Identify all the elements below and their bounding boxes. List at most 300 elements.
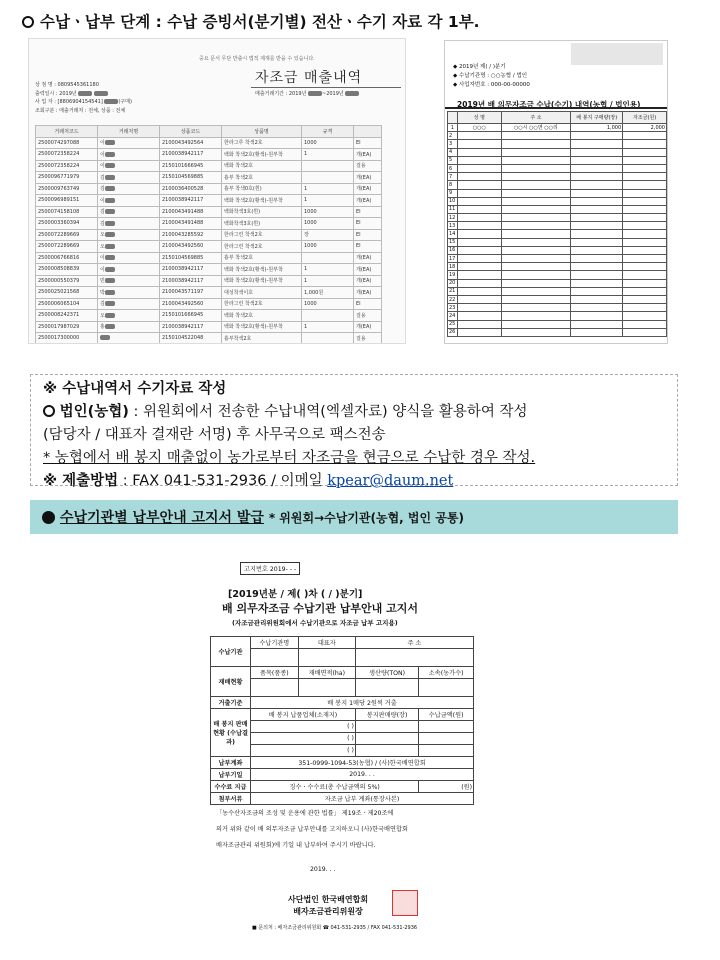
form-cell (571, 263, 623, 271)
sales-cell: 한라그린 착색2호 (222, 229, 302, 241)
sales-cell: 걸용 (354, 310, 382, 322)
form-cell (457, 263, 501, 271)
sales-cell: 2100038942117 (160, 149, 222, 161)
form-cell (501, 271, 571, 279)
form-row (448, 287, 667, 295)
redaction (105, 255, 115, 260)
form-cell (501, 320, 571, 328)
sales-row (36, 241, 382, 253)
form-cell (623, 205, 667, 213)
form-cell: 2,000 (623, 124, 667, 132)
sales-cell: 2500006065104 (36, 298, 98, 310)
form-cell (501, 173, 571, 181)
sales-cell: 1 (302, 275, 354, 287)
sales-cell: EI (354, 241, 382, 253)
form-row (448, 164, 667, 172)
form-cell (457, 295, 501, 303)
sales-row (36, 206, 382, 218)
sales-cell: 백화 착색2호(황색)-원부착 (222, 321, 302, 333)
sales-cell: 2500072358224 (36, 160, 98, 172)
sales-cell: 이 (98, 264, 160, 276)
sales-cell (302, 252, 354, 264)
sales-cell: 백화 착색2호 (222, 310, 302, 322)
form-cell (457, 271, 501, 279)
sales-cell: 2500074297088 (36, 137, 98, 149)
notice-title: 배 의무자조금 수납기관 납부안내 고지서 (222, 602, 418, 615)
form-cell (457, 312, 501, 320)
form-cell: 2 (448, 132, 458, 140)
sales-cell: 2150104522048 (160, 333, 222, 345)
sales-cell: 개(EA) (354, 172, 382, 184)
sales-cell: 2100038942117 (160, 275, 222, 287)
form-col-header: 배 봉지 구매량(장) (571, 112, 623, 124)
form-cell (623, 295, 667, 303)
sales-cell: 2100038942117 (160, 195, 222, 207)
form-cell (623, 230, 667, 238)
sales-cell: 2150101666945 (160, 160, 222, 172)
sales-cell: 오 (98, 310, 160, 322)
sales-cell: 2500025021568 (36, 287, 98, 299)
sales-cell: EI (354, 218, 382, 230)
sales-cell: 한라그린 착색2호 (222, 298, 302, 310)
form-cell (571, 214, 623, 222)
sales-cell: 이 (98, 252, 160, 264)
sales-cell: 개(EA) (354, 275, 382, 287)
sales-table (35, 125, 382, 344)
redaction (100, 335, 110, 340)
sales-cell: 개(EA) (354, 195, 382, 207)
note-line-1: ※ 수납내역서 수기자료 작성 (43, 381, 227, 397)
form-cell (623, 140, 667, 148)
sales-cell: 백화 착색2호(황색)-원부착 (222, 149, 302, 161)
sales-col-header: 상품코드 (160, 126, 222, 138)
form-row (448, 255, 667, 263)
sales-cell: 한라그루 착색2호 (222, 137, 302, 149)
sales-row (36, 287, 382, 299)
form-cell (623, 287, 667, 295)
sales-row (36, 275, 382, 287)
form-cell (457, 164, 501, 172)
sales-cell: 1 (302, 321, 354, 333)
form-row (448, 230, 667, 238)
form-cell: 18 (448, 263, 458, 271)
form-cell (571, 222, 623, 230)
redaction (105, 278, 115, 283)
form-cell (571, 328, 623, 336)
notice-footer: ■ 문의처 : 배자조금관리위원회 ☎ 041-531-2935 / FAX 041-531-2936 (252, 925, 418, 931)
form-cell: 21 (448, 287, 458, 295)
redaction (105, 232, 115, 237)
manual-record-form (444, 40, 668, 344)
sales-cell: 2500000550379 (36, 275, 98, 287)
sales-col-header (354, 126, 382, 138)
sales-cell: EI (354, 229, 382, 241)
sales-cell: 1000 (302, 137, 354, 149)
form-cell: 1 (448, 124, 458, 132)
form-cell (623, 156, 667, 164)
form-cell: 15 (448, 238, 458, 246)
form-cell (501, 263, 571, 271)
redaction (105, 313, 115, 318)
form-cell (457, 132, 501, 140)
sales-cell: 2500072289669 (36, 241, 98, 253)
form-cell: ○○시 ○○면 ○○리 (501, 124, 571, 132)
sales-row (36, 229, 382, 241)
sales-cell: 2500096989151 (36, 195, 98, 207)
form-col-header: 주 소 (501, 112, 571, 124)
sales-cell: 흉부 착색2호 (222, 252, 302, 264)
form-cell (623, 320, 667, 328)
form-cell (571, 173, 623, 181)
form-cell (501, 164, 571, 172)
form-cell (571, 238, 623, 246)
form-cell (571, 205, 623, 213)
form-cell (571, 164, 623, 172)
form-cell: 12 (448, 214, 458, 222)
sales-col-header: 상품명 (222, 126, 302, 138)
form-cell (501, 156, 571, 164)
sales-cell: 2100043492560 (160, 241, 222, 253)
sales-cell: 백화 착색2호(황색)-원부착 (222, 275, 302, 287)
sales-col-header: 거래처명 (98, 126, 160, 138)
form-cell (623, 148, 667, 156)
sales-cell: 2500017300000 (36, 333, 98, 345)
sales-cell: 2500008242371 (36, 310, 98, 322)
form-cell: 19 (448, 271, 458, 279)
form-cell: 22 (448, 295, 458, 303)
form-cell (571, 246, 623, 254)
redaction (105, 186, 115, 191)
form-col-header (448, 112, 458, 124)
form-row (448, 124, 667, 132)
sales-cell: 2100043285592 (160, 229, 222, 241)
form-cell (457, 255, 501, 263)
form-col-header: 자조금(원) (623, 112, 667, 124)
form-cell (457, 181, 501, 189)
form-cell: 5 (448, 156, 458, 164)
bullet-icon (42, 511, 55, 524)
sales-cell: 1000 (302, 241, 354, 253)
form-cell (571, 312, 623, 320)
form-cell (571, 181, 623, 189)
sales-cell: 2100043491488 (160, 206, 222, 218)
sales-cell: 한라그린 착색2호 (222, 241, 302, 253)
sales-cell: 1000 (302, 218, 354, 230)
form-cell: ○○○ (457, 124, 501, 132)
sales-cell: 2500009763749 (36, 183, 98, 195)
form-cell (571, 271, 623, 279)
form-cell (501, 181, 571, 189)
sales-cell: 오 (98, 229, 160, 241)
sales-cell: 이 (98, 137, 160, 149)
payment-notice-document (198, 554, 498, 942)
form-cell: 23 (448, 304, 458, 312)
sales-cell: 1,000원 (302, 287, 354, 299)
form-cell (457, 246, 501, 254)
sales-meta: 상 점 명 : 0809545361180 출력일시 : 2019년 사 업 자 : [8806904154541] (구매) 조회구분 : 매출거래처 : 전체, 상품 : 전체 (35, 82, 132, 114)
form-title: 2019년 배 의무자조금 수납(수기) 내역(농협 / 법인용) (457, 100, 641, 109)
sales-cell: 김 (98, 206, 160, 218)
sales-cell: 1000 (302, 206, 354, 218)
official-seal-icon (392, 890, 418, 916)
form-cell (501, 222, 571, 230)
sales-row (36, 218, 382, 230)
form-rule (445, 107, 668, 109)
notice-number: 고지번호 2019- - - (240, 562, 300, 575)
sales-cell: 2500003360394 (36, 218, 98, 230)
sales-cell: 2150104569885 (160, 172, 222, 184)
form-row (448, 222, 667, 230)
sales-cell: 2100036400528 (160, 183, 222, 195)
sales-cell: 2150104569885 (160, 252, 222, 264)
form-cell (623, 246, 667, 254)
sales-cell: 2100043492560 (160, 298, 222, 310)
form-cell (623, 173, 667, 181)
form-cell (457, 304, 501, 312)
sales-cell: 백화착색3호(흰) (222, 206, 302, 218)
form-cell: 13 (448, 222, 458, 230)
form-cell (571, 304, 623, 312)
form-cell: 20 (448, 279, 458, 287)
notice-date: 2019. . . (310, 866, 336, 873)
form-cell (501, 238, 571, 246)
sales-cell: 걸용 (354, 160, 382, 172)
sales-cell: 박 (98, 287, 160, 299)
sales-cell: 김 (98, 172, 160, 184)
sales-cell: 2100043571197 (160, 287, 222, 299)
sales-row (36, 333, 382, 345)
form-cell (457, 173, 501, 181)
form-cell (623, 328, 667, 336)
sales-cell: 1 (302, 149, 354, 161)
form-cell (571, 156, 623, 164)
sales-cell: 2100038942117 (160, 321, 222, 333)
redaction (105, 198, 115, 203)
sales-cell (98, 333, 160, 345)
form-cell (501, 197, 571, 205)
form-cell (501, 230, 571, 238)
sales-cell: 장 (302, 229, 354, 241)
sales-cell: 백화 착색2호(황색)-원부착 (222, 264, 302, 276)
form-cell (623, 132, 667, 140)
signature-block: 사단법인 한국배연합회 배자조금관리위원장 (288, 895, 369, 916)
form-cell: 25 (448, 320, 458, 328)
form-cell (457, 320, 501, 328)
sales-row (36, 310, 382, 322)
doc-warning: 중요 문서 무단 반출시 법적 제재를 받을 수 있습니다. (199, 56, 315, 62)
sales-cell: 2500096771979 (36, 172, 98, 184)
redaction (105, 209, 115, 214)
redaction (308, 91, 322, 96)
form-cell (571, 295, 623, 303)
circle-bullet-icon (22, 16, 34, 28)
form-cell (457, 140, 501, 148)
circle-bullet-icon (43, 405, 55, 417)
form-cell (501, 328, 571, 336)
sales-cell: 대성착색이호 (222, 287, 302, 299)
form-cell (457, 238, 501, 246)
form-col-header: 성 명 (457, 112, 501, 124)
sales-cell: 개(EA) (354, 287, 382, 299)
form-row (448, 197, 667, 205)
form-cell (623, 164, 667, 172)
notice-subtitle: (자조금관리위원회에서 수납기관으로 자조금 납부 고지용) (232, 619, 398, 627)
form-cell: 10 (448, 197, 458, 205)
form-cell (571, 132, 623, 140)
form-cell: 7 (448, 173, 458, 181)
sales-cell (302, 310, 354, 322)
note-line-5: ※ 제출방법 : FAX 041-531-2936 / 이메일 kpear@daum.net (43, 473, 454, 489)
form-cell: 14 (448, 230, 458, 238)
note-line-3: (담당자 / 대표자 결재란 서명) 후 사무국으로 팩스전송 (43, 427, 386, 443)
form-cell (457, 205, 501, 213)
sales-cell: 2500074158108 (36, 206, 98, 218)
title-underline (251, 87, 401, 88)
form-cell: 9 (448, 189, 458, 197)
form-cell (501, 287, 571, 295)
sales-cell: EI (354, 206, 382, 218)
form-row (448, 148, 667, 156)
sales-cell: 이 (98, 160, 160, 172)
form-cell: 24 (448, 312, 458, 320)
form-cell (501, 205, 571, 213)
form-cell (501, 148, 571, 156)
form-row (448, 140, 667, 148)
gray-block (571, 43, 663, 65)
form-cell (501, 140, 571, 148)
form-cell: 3 (448, 140, 458, 148)
form-cell (571, 230, 623, 238)
form-cell (623, 279, 667, 287)
form-cell (623, 197, 667, 205)
redaction (345, 91, 359, 96)
form-row (448, 205, 667, 213)
form-row (448, 181, 667, 189)
form-row (448, 246, 667, 254)
sales-cell (302, 160, 354, 172)
form-cell (501, 312, 571, 320)
sales-cell: 2500006766816 (36, 252, 98, 264)
form-cell: 8 (448, 181, 458, 189)
note-box (30, 374, 678, 489)
sales-cell: 개(EA) (354, 183, 382, 195)
form-cell (623, 255, 667, 263)
form-cell (457, 287, 501, 295)
redaction (105, 290, 115, 295)
form-cell (457, 230, 501, 238)
redaction (105, 152, 115, 157)
form-row (448, 295, 667, 303)
sales-cell (302, 333, 354, 345)
note-line-2: 법인(농협) : 위원회에서 전송한 수납내역(엑셀자료) 양식을 활용하여 작성 (43, 401, 665, 424)
form-cell (571, 140, 623, 148)
redaction (105, 221, 115, 226)
form-cell (457, 156, 501, 164)
form-row (448, 312, 667, 320)
form-cell (457, 189, 501, 197)
sales-cell: 김 (98, 298, 160, 310)
form-cell (623, 304, 667, 312)
redaction (105, 140, 115, 145)
redaction (105, 163, 115, 168)
sales-row (36, 149, 382, 161)
notice-table: 수납기관 수납기관명 대표자 주 소 재배현황 품목(품종) 재배면적(ha) 생산량(TON) 소속(농가수) 거출기준 배 봉지 1매당 2원씩 거출 배 봉지 판매현황 (수납결과) 배 봉지 납품업체(소재지) 봉지판매량(장) 수납금액(원) ( ) ( ) ( ) 납부계좌 351-0999-1094-53(농협) / (사)한국배연합회 납부기일 2019. . . 수수료 지급 징수ㆍ수수료(총 수납금액의 5%) (원) 첨부서류 자조금 납부 계좌(통장사본) (210, 636, 474, 805)
form-cell: 11 (448, 205, 458, 213)
redaction (105, 175, 115, 180)
form-cell (571, 255, 623, 263)
sales-cell: 2500017987029 (36, 321, 98, 333)
sales-cell (302, 172, 354, 184)
form-cell (571, 189, 623, 197)
form-cell (623, 222, 667, 230)
form-cell (457, 148, 501, 156)
form-cell: 17 (448, 255, 458, 263)
form-cell (457, 214, 501, 222)
form-cell (501, 132, 571, 140)
form-cell (623, 189, 667, 197)
sales-cell: 개(EA) (354, 264, 382, 276)
sales-row (36, 321, 382, 333)
form-cell (457, 222, 501, 230)
sales-cell: 1 (302, 183, 354, 195)
sales-cell: 이 (98, 149, 160, 161)
page-heading: 수납ㆍ납부 단계 : 수납 증빙서(분기별) 전산ㆍ수기 자료 각 1부. (22, 10, 480, 32)
notice-paragraph: 「농수산자조금의 조성 및 운용에 관한 법률」 제19조ㆍ제20조에 의거 위와 같이 배 의무자조금 납부안내를 고지하오니 (사)한국배연합회 배자조금관리 위원회)에 기일 내 납부하여 주시기 바랍니다. (216, 810, 408, 849)
form-cell (501, 214, 571, 222)
sales-cell: 민 (98, 275, 160, 287)
sales-row (36, 252, 382, 264)
sales-cell: 홍 (98, 321, 160, 333)
form-cell (501, 295, 571, 303)
form-cell (571, 320, 623, 328)
email-link[interactable]: kpear@daum.net (327, 473, 454, 489)
form-cell (623, 238, 667, 246)
redaction (105, 267, 115, 272)
sales-cell: 개(EA) (354, 252, 382, 264)
sales-cell: 백화착색3호(흰) (222, 218, 302, 230)
sales-col-header: 거래처코드 (36, 126, 98, 138)
form-cell: 26 (448, 328, 458, 336)
sales-cell: 이 (98, 195, 160, 207)
form-cell (623, 214, 667, 222)
form-cell (623, 263, 667, 271)
sales-row (36, 264, 382, 276)
form-row (448, 214, 667, 222)
sales-cell: 흉부착색2호 (222, 333, 302, 345)
form-row (448, 304, 667, 312)
form-cell (501, 304, 571, 312)
form-cell (501, 279, 571, 287)
sales-cell: EI (354, 298, 382, 310)
sales-cell: 개(EA) (354, 149, 382, 161)
form-row (448, 279, 667, 287)
redaction (105, 244, 115, 249)
form-cell (623, 312, 667, 320)
sales-cell: 2500008508839 (36, 264, 98, 276)
form-cell (623, 181, 667, 189)
sales-row (36, 160, 382, 172)
form-row (448, 328, 667, 336)
form-cell: 6 (448, 164, 458, 172)
form-cell (571, 279, 623, 287)
sales-cell: 걸용 (354, 333, 382, 345)
form-row (448, 132, 667, 140)
redaction (105, 301, 115, 306)
sales-row (36, 183, 382, 195)
form-cell (571, 148, 623, 156)
form-cell (571, 197, 623, 205)
sales-history-document (28, 38, 406, 344)
